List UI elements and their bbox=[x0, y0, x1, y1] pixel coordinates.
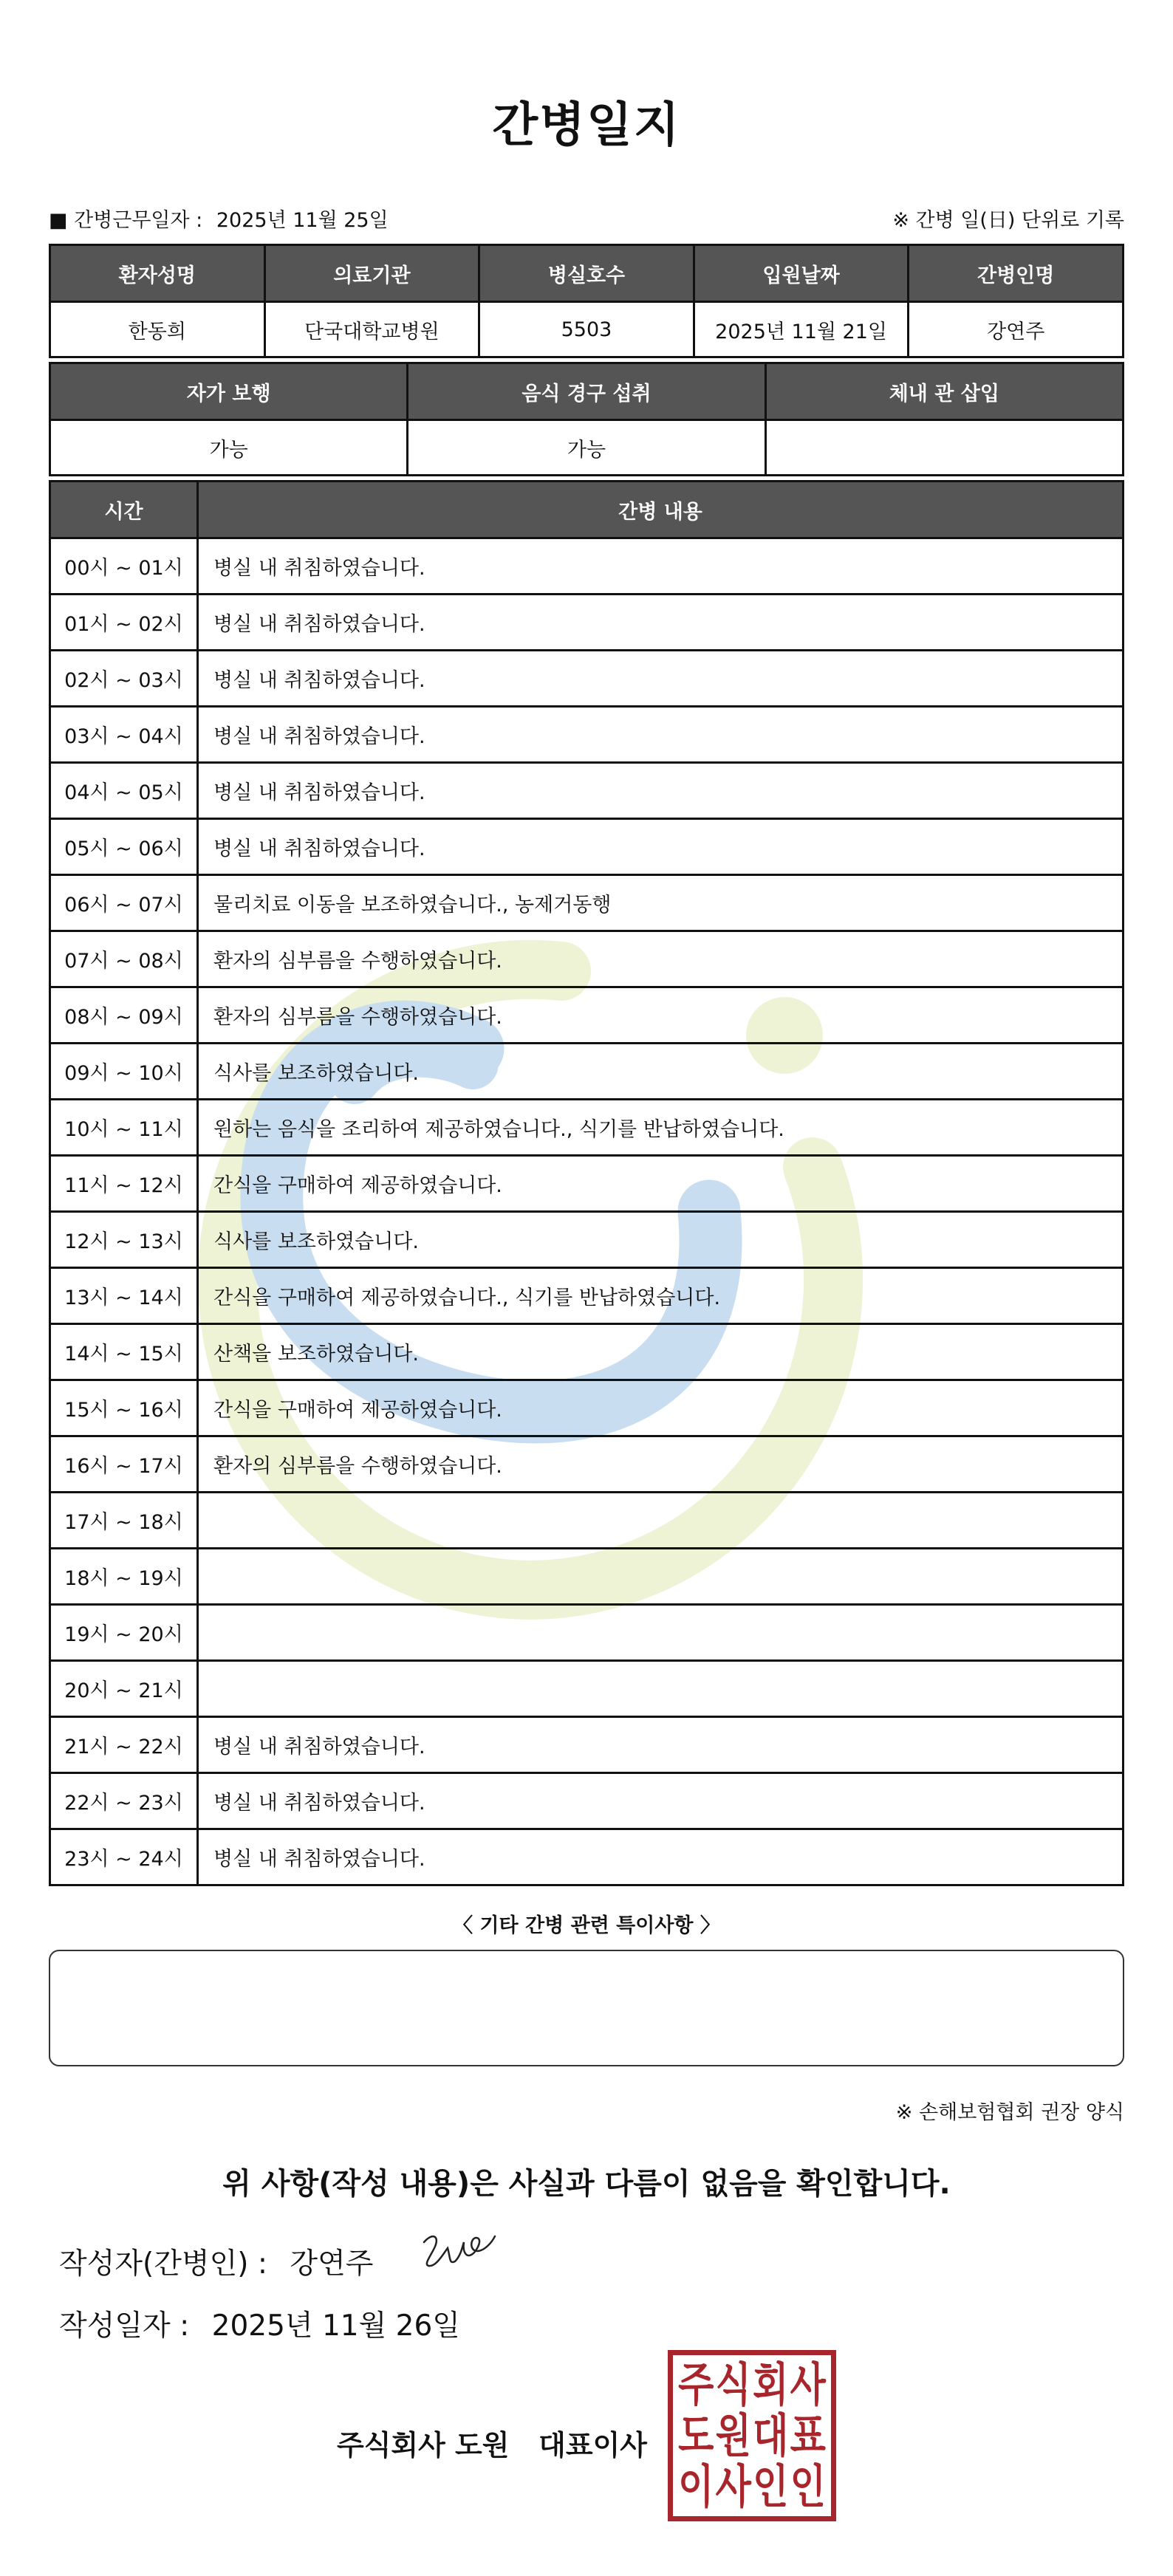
care-log-table bbox=[49, 480, 1124, 1886]
seal-character: 회 bbox=[753, 2358, 789, 2412]
tube-insertion-header: 체내 관 삽입 bbox=[765, 363, 1123, 420]
seal-character: 사 bbox=[715, 2459, 751, 2513]
time-cell: 10시 ~ 11시 bbox=[50, 1100, 198, 1156]
care-content-header: 간병 내용 bbox=[198, 482, 1124, 538]
care-content-cell: 식사를 보조하였습니다. bbox=[198, 1212, 1124, 1268]
seal-character: 주 bbox=[678, 2358, 714, 2412]
room-number-header: 병실호수 bbox=[479, 245, 694, 302]
table-row bbox=[50, 651, 1124, 707]
table-row bbox=[50, 538, 1124, 595]
care-content-cell: 병실 내 취침하였습니다. bbox=[198, 1829, 1124, 1885]
care-content-cell bbox=[198, 1661, 1124, 1717]
tube-insertion-value bbox=[765, 420, 1123, 476]
table-row bbox=[50, 1549, 1124, 1605]
self-walking-header: 자가 보행 bbox=[50, 363, 408, 420]
table-row bbox=[50, 595, 1124, 651]
care-content-cell: 병실 내 취침하였습니다. bbox=[198, 538, 1124, 595]
care-content-cell: 환자의 심부름을 수행하였습니다. bbox=[198, 1436, 1124, 1493]
time-cell: 01시 ~ 02시 bbox=[50, 595, 198, 651]
oral-intake-value: 가능 bbox=[408, 420, 765, 476]
seal-character: 대 bbox=[753, 2408, 789, 2463]
writer-name: 강연주 bbox=[290, 2247, 374, 2281]
table-row bbox=[50, 1156, 1124, 1212]
seal-character: 사 bbox=[790, 2358, 826, 2412]
care-content-cell: 병실 내 취침하였습니다. bbox=[198, 651, 1124, 707]
time-cell: 23시 ~ 24시 bbox=[50, 1829, 198, 1885]
seal-character: 표 bbox=[790, 2408, 826, 2463]
time-cell: 19시 ~ 20시 bbox=[50, 1605, 198, 1661]
care-content-cell: 환자의 심부름을 수행하였습니다. bbox=[198, 931, 1124, 987]
care-content-cell bbox=[198, 1493, 1124, 1549]
time-cell: 06시 ~ 07시 bbox=[50, 875, 198, 931]
special-notes-box bbox=[49, 1950, 1124, 2066]
handwritten-signature bbox=[418, 2226, 499, 2278]
time-cell: 21시 ~ 22시 bbox=[50, 1717, 198, 1773]
work-date-label: ■ 간병근무일자 : bbox=[49, 209, 203, 232]
table-row bbox=[50, 1044, 1124, 1100]
table-row bbox=[50, 1380, 1124, 1436]
care-content-cell: 병실 내 취침하였습니다. bbox=[198, 707, 1124, 763]
table-row bbox=[50, 763, 1124, 819]
care-content-cell: 병실 내 취침하였습니다. bbox=[198, 819, 1124, 875]
caregiver-name-value: 강연주 bbox=[909, 302, 1124, 357]
care-content-cell: 물리치료 이동을 보조하였습니다., 농제거동행 bbox=[198, 875, 1124, 931]
admission-date-value: 2025년 11월 21일 bbox=[694, 302, 909, 357]
time-cell: 14시 ~ 15시 bbox=[50, 1324, 198, 1380]
special-notes-title: 〈 기타 간병 관련 특이사항 〉 bbox=[453, 1914, 720, 1937]
seal-character: 인 bbox=[753, 2459, 789, 2513]
table-row bbox=[50, 1605, 1124, 1661]
table-row bbox=[50, 1436, 1124, 1493]
care-content-cell: 간식을 구매하여 제공하였습니다. bbox=[198, 1156, 1124, 1212]
admission-date-header: 입원날짜 bbox=[694, 245, 909, 302]
hospital-header: 의료기관 bbox=[264, 245, 479, 302]
care-content-cell bbox=[198, 1605, 1124, 1661]
table-row bbox=[50, 1268, 1124, 1324]
writer-line bbox=[59, 2241, 373, 2282]
time-cell: 12시 ~ 13시 bbox=[50, 1212, 198, 1268]
table-row bbox=[50, 931, 1124, 987]
table-row bbox=[50, 819, 1124, 875]
hospital-value: 단국대학교병원 bbox=[264, 302, 479, 357]
confirmation-statement: 위 사항(작성 내용)은 사실과 다름이 없음을 확인합니다. bbox=[222, 2167, 951, 2201]
time-cell: 02시 ~ 03시 bbox=[50, 651, 198, 707]
table-row bbox=[50, 1829, 1124, 1885]
time-cell: 13시 ~ 14시 bbox=[50, 1268, 198, 1324]
table-row bbox=[50, 1661, 1124, 1717]
time-cell: 00시 ~ 01시 bbox=[50, 538, 198, 595]
table-row bbox=[50, 1717, 1124, 1773]
care-log-rows bbox=[50, 538, 1124, 1885]
record-note: ※ 간병 일(日) 단위로 기록 bbox=[892, 209, 1124, 232]
time-cell: 05시 ~ 06시 bbox=[50, 819, 198, 875]
company-seal-stamp bbox=[668, 2350, 836, 2521]
seal-character: 도 bbox=[678, 2408, 714, 2463]
care-content-cell: 병실 내 취침하였습니다. bbox=[198, 1717, 1124, 1773]
patient-ability-table bbox=[49, 362, 1124, 476]
write-date-value: 2025년 11월 26일 bbox=[211, 2309, 460, 2343]
time-cell: 11시 ~ 12시 bbox=[50, 1156, 198, 1212]
care-content-cell: 병실 내 취침하였습니다. bbox=[198, 1773, 1124, 1829]
time-cell: 07시 ~ 08시 bbox=[50, 931, 198, 987]
form-note: ※ 손해보험협회 권장 양식 bbox=[895, 2101, 1124, 2124]
writer-label: 작성자(간병인) : bbox=[59, 2247, 268, 2281]
care-content-cell: 병실 내 취침하였습니다. bbox=[198, 595, 1124, 651]
care-content-cell: 간식을 구매하여 제공하였습니다. bbox=[198, 1380, 1124, 1436]
care-content-cell: 환자의 심부름을 수행하였습니다. bbox=[198, 987, 1124, 1044]
company-name: 주식회사 도원 대표이사 bbox=[337, 2429, 647, 2462]
work-date-value: 2025년 11월 25일 bbox=[216, 209, 389, 232]
time-cell: 17시 ~ 18시 bbox=[50, 1493, 198, 1549]
caregiver-name-header: 간병인명 bbox=[909, 245, 1124, 302]
write-date-label: 작성일자 : bbox=[59, 2309, 190, 2343]
seal-character: 식 bbox=[715, 2358, 751, 2412]
time-cell: 16시 ~ 17시 bbox=[50, 1436, 198, 1493]
table-row bbox=[50, 1773, 1124, 1829]
room-number-value: 5503 bbox=[479, 302, 694, 357]
table-row bbox=[50, 987, 1124, 1044]
seal-character: 인 bbox=[790, 2459, 826, 2513]
time-cell: 15시 ~ 16시 bbox=[50, 1380, 198, 1436]
table-row bbox=[50, 1100, 1124, 1156]
table-row bbox=[50, 1212, 1124, 1268]
time-cell: 03시 ~ 04시 bbox=[50, 707, 198, 763]
care-content-cell: 병실 내 취침하였습니다. bbox=[198, 763, 1124, 819]
page-title: 간병일지 bbox=[492, 98, 681, 153]
care-content-cell: 간식을 구매하여 제공하였습니다., 식기를 반납하였습니다. bbox=[198, 1268, 1124, 1324]
time-cell: 22시 ~ 23시 bbox=[50, 1773, 198, 1829]
table-row bbox=[50, 707, 1124, 763]
seal-character: 이 bbox=[678, 2459, 714, 2513]
care-content-cell: 원하는 음식을 조리하여 제공하였습니다., 식기를 반납하였습니다. bbox=[198, 1100, 1124, 1156]
self-walking-value: 가능 bbox=[50, 420, 408, 476]
care-content-cell: 산책을 보조하였습니다. bbox=[198, 1324, 1124, 1380]
time-cell: 08시 ~ 09시 bbox=[50, 987, 198, 1044]
patient-name-header: 환자성명 bbox=[50, 245, 265, 302]
patient-name-value: 한동희 bbox=[50, 302, 265, 357]
oral-intake-header: 음식 경구 섭취 bbox=[408, 363, 765, 420]
table-row bbox=[50, 1493, 1124, 1549]
time-cell: 04시 ~ 05시 bbox=[50, 763, 198, 819]
patient-info-table bbox=[49, 244, 1124, 358]
work-date bbox=[49, 204, 389, 233]
time-cell: 18시 ~ 19시 bbox=[50, 1549, 198, 1605]
care-content-cell: 식사를 보조하였습니다. bbox=[198, 1044, 1124, 1100]
care-content-cell bbox=[198, 1549, 1124, 1605]
time-cell: 20시 ~ 21시 bbox=[50, 1661, 198, 1717]
table-row bbox=[50, 1324, 1124, 1380]
time-header: 시간 bbox=[50, 482, 198, 538]
write-date-line bbox=[59, 2303, 460, 2344]
time-cell: 09시 ~ 10시 bbox=[50, 1044, 198, 1100]
table-row bbox=[50, 875, 1124, 931]
seal-character: 원 bbox=[715, 2408, 751, 2463]
